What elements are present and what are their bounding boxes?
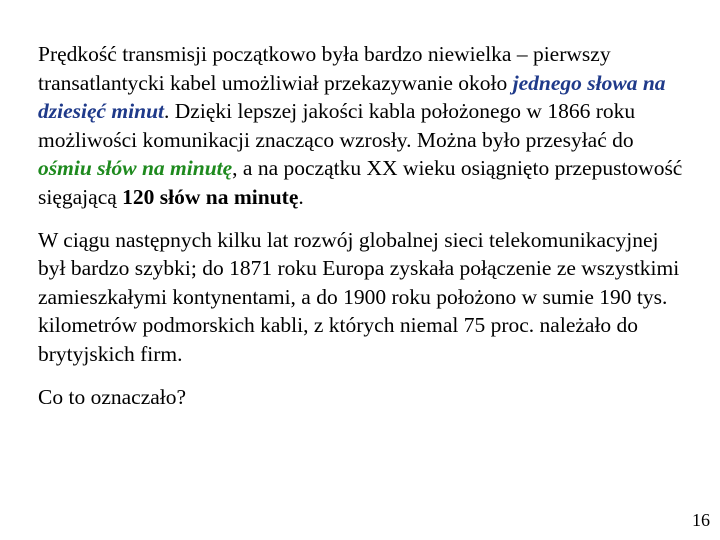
slide-content xyxy=(38,40,688,411)
paragraph-text: . Dzięki lepszej jakości kabla położonego w 1866 roku możliwości komunikacji znacząco wzrosły. Można było przesyłać do xyxy=(38,99,636,152)
paragraph-transmission-speed xyxy=(38,40,688,212)
highlight-eight-words-per-minute: ośmiu słów na minutę xyxy=(38,156,233,181)
highlight-one-word-per-ten-minutes: jednego słowa na dziesięć minut xyxy=(38,70,666,124)
paragraph-network-growth: W ciągu następnych kilku lat rozwój globalnej sieci telekomunikacyjnej był bardzo szybki; do 1871 roku Europa zyskała połączenie ze wszystkimi zamieszkałymi kontynentami, a do 1900 roku położono w sumie 190 tys. kilometrów podmorskich kabli, z których niemal 75 proc. należało do brytyjskich firm. xyxy=(38,227,680,366)
page-number: 16 xyxy=(692,510,710,530)
paragraph-text: , a na początku XX wieku osiągnięto przepustowość sięgającą xyxy=(38,156,683,209)
paragraph-text: . xyxy=(298,184,304,209)
highlight-120-words-per-minute: 120 słów na minutę xyxy=(122,184,299,209)
paragraph-text: Prędkość transmisji początkowo była bardzo niewielka – pierwszy transatlantycki kabel umożliwiał przekazywanie około xyxy=(38,42,611,95)
paragraph-question: Co to oznaczało? xyxy=(38,384,187,409)
